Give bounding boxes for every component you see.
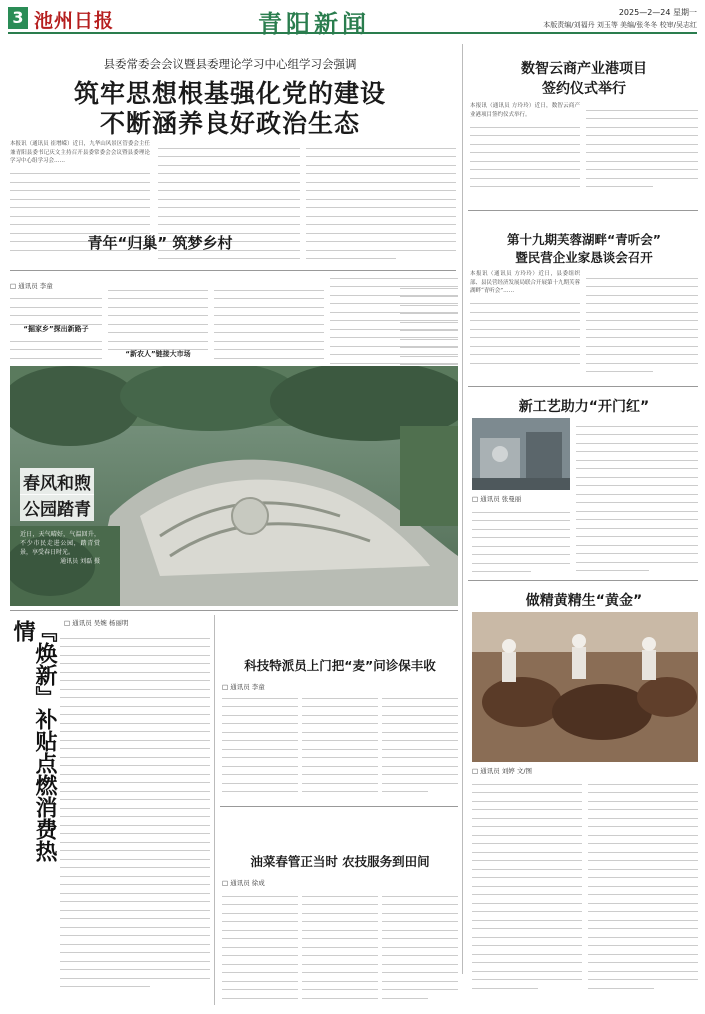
craft-photo <box>472 418 570 490</box>
tech-body-col2 <box>302 690 378 800</box>
park-title-line2: 公园踏青 <box>20 494 94 521</box>
lead-kicker: 县委常委会会议暨县委理论学习中心组学习会强调 <box>103 57 357 71</box>
section-title: 青阳新闻 <box>258 9 370 38</box>
craft-body-col1 <box>472 504 570 574</box>
craft-byline: □ 通讯员 张曼丽 <box>472 495 522 503</box>
subsidy-title-line2: 燃消费热情 <box>10 620 58 862</box>
tech-divider <box>220 806 458 807</box>
yellow-credit: □ 通讯员 刘婷 文/图 <box>472 767 533 775</box>
digital-headline-line1: 数智云商产业港项目 <box>521 61 647 77</box>
dateline: 2025—2—24 星期一 <box>618 8 697 17</box>
subsidy-divider <box>214 615 215 1005</box>
park-caption-text: 近日，天气晴好，气温回升，不少市民走进公园，踏青赏景，享受春日时光。 <box>20 531 100 556</box>
meeting-body-col1 <box>470 270 580 380</box>
meeting-headline-line1: 第十九期芙蓉湖畔“青听会” <box>507 232 661 247</box>
youth-subhead-2: “新农人”链接大市场 <box>125 350 191 358</box>
farming-body-col2 <box>302 888 378 1003</box>
digital-body-col1 <box>470 102 580 202</box>
farming-body-col3 <box>382 888 458 1003</box>
subsidy-body <box>60 630 210 1000</box>
meeting-lead-in: 本报讯（通讯员 方玲玲）近日，县委组织部、县民营经济发展局联合开展第十九期芙蓉湖畔“青听会”…… <box>470 271 580 294</box>
farming-headline: 油菜春管正当时 农技服务到田间 <box>250 854 430 869</box>
youth-subhead-1: “掘家乡”探出新路子 <box>23 324 89 333</box>
youth-headline: 青年“归巢” 筑梦乡村 <box>87 234 233 252</box>
digital-divider <box>468 210 698 211</box>
masthead <box>8 6 697 38</box>
tech-body-col1 <box>222 690 298 800</box>
meeting-headline-line2: 暨民营企业家恳谈会召开 <box>515 250 653 265</box>
meeting-divider <box>468 386 698 387</box>
craft-divider <box>468 580 698 581</box>
subsidy-title-line1: 『焕新』补贴点 <box>32 620 58 774</box>
subsidy-title <box>12 620 56 870</box>
lead-lead-in: 本报讯（通讯员 崔增嵘）近日，九华山风景区管委会主任兼青阳县委书记庆文主持召开县委常委会会议暨县委理论学习中心组学习会…… <box>10 141 150 164</box>
editors-line: 本版责编/刘福丹 刘玉等 美编/张冬冬 校审/吴志红 <box>543 21 697 29</box>
craft-body-col2 <box>576 418 698 574</box>
digital-lead-in: 本报讯（通讯员 方玲玲）近日，数智云商产业港项目签约仪式举行。 <box>470 103 580 118</box>
park-credit: 通讯员 刘磊 摄 <box>60 558 100 565</box>
yellow-spirit-image <box>472 612 698 762</box>
tech-headline: 科技特派员上门把“麦”问诊保丰收 <box>244 658 436 673</box>
digital-body-col2 <box>586 102 698 202</box>
farming-body-col1 <box>222 888 298 1003</box>
park-title-line1: 春风和煦 <box>20 468 94 495</box>
park-caption <box>20 530 100 600</box>
lead-headline-line1: 筑牢思想根基强化党的建设 <box>73 79 386 108</box>
paper-name: 池州日报 <box>34 10 115 32</box>
page-number: 3 <box>8 7 28 29</box>
photo-bottom-divider <box>10 610 458 611</box>
lead-body-col3 <box>306 140 456 265</box>
tech-body-col3 <box>382 690 458 800</box>
meeting-body-col2 <box>586 270 698 380</box>
tech-byline: □ 通讯员 李童 <box>222 683 265 691</box>
yellow-headline: 做精黄精生“黄金” <box>525 593 643 609</box>
yellow-body-col2 <box>588 776 698 1001</box>
youth-body-col5 <box>400 280 458 380</box>
farming-byline: □ 通讯员 徐成 <box>222 879 265 887</box>
youth-byline: □ 通讯员 李童 <box>10 282 53 290</box>
yellow-body-col1 <box>472 776 582 1001</box>
subsidy-byline: □ 通讯员 吴婉 杨丽明 <box>64 619 129 627</box>
lead-headline-line2: 不断涵养良好政治生态 <box>99 109 360 138</box>
craft-headline: 新工艺助力“开门红” <box>518 399 650 415</box>
digital-headline-line2: 签约仪式举行 <box>542 81 626 97</box>
craft-factory-image <box>472 418 570 490</box>
column-divider <box>462 44 463 974</box>
yellow-photo <box>472 612 698 762</box>
